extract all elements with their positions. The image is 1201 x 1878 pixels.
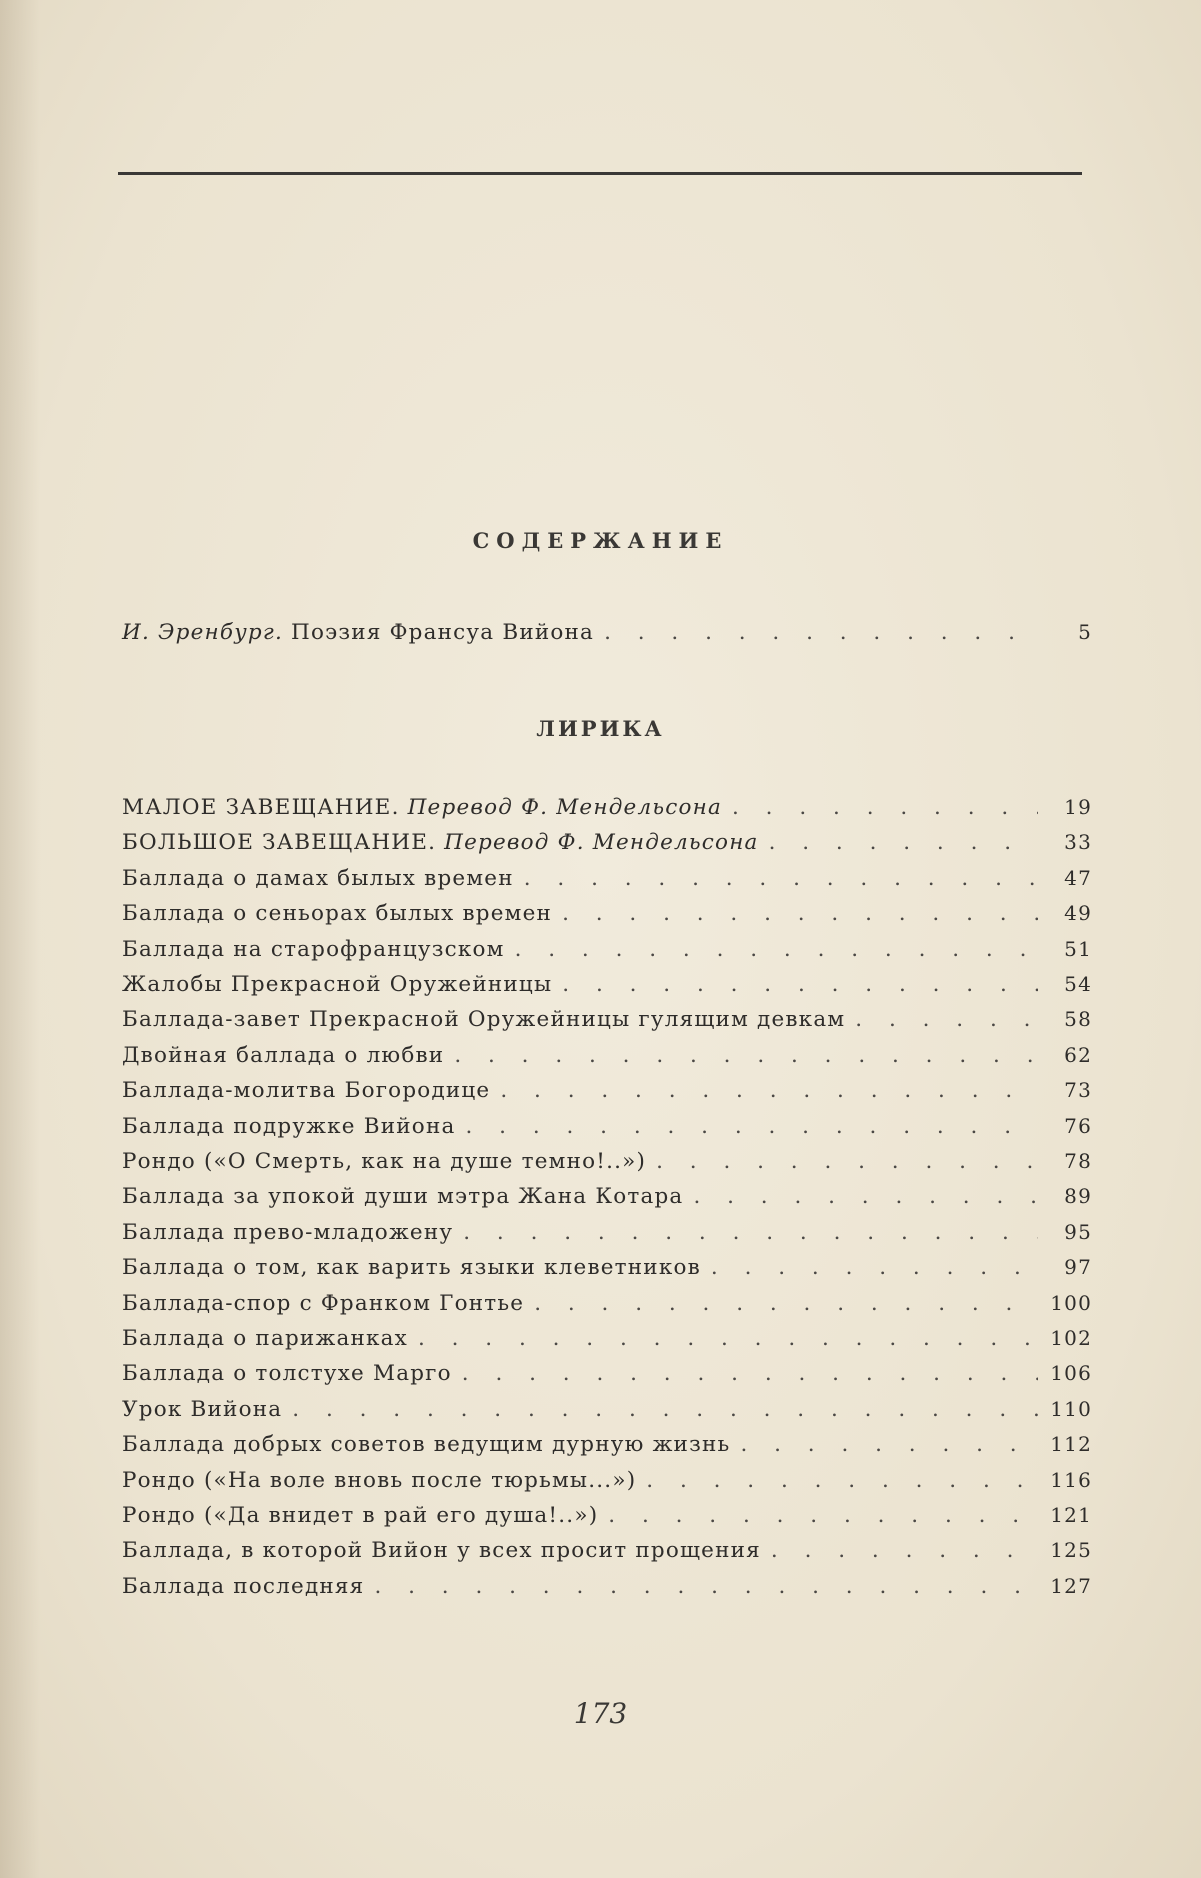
spine-shadow xyxy=(0,0,40,1878)
toc-entry-text xyxy=(122,901,552,926)
dot-leader xyxy=(500,1078,1038,1103)
toc-entry-text xyxy=(122,1326,408,1351)
section-heading-lyrics: ЛИРИКА xyxy=(536,716,665,741)
intro-author: И. Эренбург. xyxy=(122,620,283,645)
toc-entry-text xyxy=(122,1468,636,1493)
toc-entry-title: Баллада за упокой души мэтра Жана Котара xyxy=(122,1184,684,1210)
toc-row xyxy=(122,1220,1092,1250)
dot-leader xyxy=(711,1255,1038,1280)
toc-row xyxy=(122,1255,1092,1285)
toc-page-number: 125 xyxy=(1050,1538,1092,1563)
toc-entry-text xyxy=(122,1184,683,1209)
toc-entry-text xyxy=(122,1361,452,1386)
dot-leader xyxy=(855,1007,1038,1032)
dot-leader xyxy=(732,795,1038,820)
toc-row xyxy=(122,1114,1092,1144)
intro-page-number: 5 xyxy=(1078,620,1092,644)
toc-page-number: 89 xyxy=(1064,1184,1092,1209)
toc-entry-title: Жалобы Прекрасной Оружейницы xyxy=(122,972,553,997)
toc-entry-title: Баллада на старофранцузском xyxy=(122,936,505,962)
toc-entry-title: Баллада о дамах былых времен xyxy=(122,865,514,891)
dot-leader xyxy=(604,620,1038,645)
toc-row xyxy=(122,1468,1092,1498)
toc-row xyxy=(122,1184,1092,1214)
toc-entry-title: Баллада добрых советов ведущим дурную жизнь xyxy=(122,1432,731,1458)
toc-page-number: 62 xyxy=(1064,1042,1092,1067)
toc-row xyxy=(122,972,1092,1002)
toc-row xyxy=(122,1432,1092,1462)
toc-page-number: 110 xyxy=(1050,1396,1092,1421)
toc-page-number: 54 xyxy=(1064,972,1092,996)
toc-row xyxy=(122,1326,1092,1356)
toc-entry-text xyxy=(122,1149,646,1174)
toc-entry-title: Баллада, в которой Вийон у всех просит прощения xyxy=(122,1538,761,1564)
dot-leader xyxy=(466,1114,1039,1139)
toc-row xyxy=(122,1078,1092,1108)
dot-leader xyxy=(454,1043,1038,1068)
dot-leader xyxy=(656,1149,1038,1174)
dot-leader xyxy=(769,830,1038,855)
toc-row xyxy=(122,866,1092,896)
toc-entry-title: Баллада о том, как варить языки клеветников xyxy=(122,1255,701,1281)
toc-entry-translator: Перевод Ф. Мендельсона xyxy=(444,830,759,856)
toc-row xyxy=(122,1538,1092,1568)
toc-row xyxy=(122,901,1092,931)
toc-row-intro xyxy=(122,620,1092,650)
toc-entry-title: Урок Вийона xyxy=(122,1396,283,1422)
toc-row xyxy=(122,1291,1092,1321)
toc-page-number: 97 xyxy=(1064,1255,1092,1280)
toc-page-number: 76 xyxy=(1064,1113,1092,1138)
toc-entry-text xyxy=(122,972,552,997)
toc-page-number: 51 xyxy=(1064,936,1092,961)
toc-entry-title: Рондо («Да внидет в рай его душа!..») xyxy=(122,1503,599,1528)
toc-row xyxy=(122,937,1092,967)
toc-entry-translator: Перевод Ф. Мендельсона xyxy=(407,795,723,820)
toc-entry-text xyxy=(122,1291,524,1316)
toc-entry-text xyxy=(122,937,505,962)
toc-entry-text xyxy=(122,1220,453,1245)
toc-entry-title: БОЛЬШОЕ ЗАВЕЩАНИЕ. xyxy=(122,830,437,856)
toc-entry-text xyxy=(122,1043,444,1068)
toc-row xyxy=(122,1574,1092,1604)
top-rule xyxy=(118,172,1082,175)
toc-entry-title: Баллада о сеньорах былых времен xyxy=(122,901,553,927)
toc-page-number: 58 xyxy=(1064,1007,1092,1032)
toc-row xyxy=(122,1503,1092,1533)
toc-entry-title: Баллада о толстухе Марго xyxy=(122,1361,452,1387)
toc-page-number: 127 xyxy=(1050,1573,1092,1598)
toc-entry-text xyxy=(122,1432,730,1457)
dot-leader xyxy=(608,1503,1038,1528)
toc-entry-title: Баллада подружке Вийона xyxy=(122,1113,456,1139)
toc-entry-title: Рондо («На воле вновь после тюрьмы...») xyxy=(122,1467,637,1493)
toc-row xyxy=(122,1149,1092,1179)
toc-page-number: 73 xyxy=(1064,1078,1092,1103)
toc-row xyxy=(122,795,1092,825)
dot-leader xyxy=(524,866,1038,891)
toc-entry-text xyxy=(122,1503,598,1528)
toc-entry-text xyxy=(122,830,759,855)
page-folio: 173 xyxy=(573,1697,628,1730)
toc-page-number: 47 xyxy=(1064,865,1092,890)
toc-page-number: 121 xyxy=(1050,1503,1092,1527)
toc-page-number: 102 xyxy=(1050,1326,1092,1350)
dot-leader xyxy=(418,1326,1038,1351)
dot-leader xyxy=(463,1220,1038,1245)
toc-entry-text xyxy=(122,1007,845,1032)
dot-leader xyxy=(292,1397,1038,1422)
toc-entry-text xyxy=(122,1574,364,1599)
toc-entry-text xyxy=(122,1255,701,1280)
toc-entry-title: Баллада последняя xyxy=(122,1573,365,1599)
toc-page-number: 116 xyxy=(1050,1467,1092,1492)
toc-entry-text xyxy=(122,1538,761,1563)
intro-title: Поэзия Франсуа Вийона xyxy=(291,620,595,645)
toc-row xyxy=(122,1043,1092,1073)
toc-page-number: 112 xyxy=(1050,1432,1092,1457)
toc-page-number: 49 xyxy=(1064,901,1092,926)
toc-entry-text xyxy=(122,1078,490,1103)
dot-leader xyxy=(462,1361,1038,1386)
toc-row xyxy=(122,1361,1092,1391)
dot-leader xyxy=(740,1432,1038,1457)
toc-entry-text xyxy=(122,620,594,645)
toc-page-number: 95 xyxy=(1064,1219,1092,1244)
dot-leader xyxy=(534,1291,1038,1316)
dot-leader xyxy=(646,1468,1038,1493)
dot-leader xyxy=(562,901,1038,926)
dot-leader xyxy=(771,1538,1038,1563)
dot-leader xyxy=(562,972,1038,997)
toc-page-number: 78 xyxy=(1064,1149,1092,1173)
dot-leader xyxy=(374,1574,1038,1599)
toc-entry-text xyxy=(122,866,514,891)
toc-entry-title: МАЛОЕ ЗАВЕЩАНИЕ. xyxy=(122,795,400,820)
toc-page-number: 106 xyxy=(1050,1361,1092,1386)
dot-leader xyxy=(693,1184,1038,1209)
toc-page-number: 19 xyxy=(1064,795,1092,819)
toc-entry-title: Баллада-спор с Франком Гонтье xyxy=(122,1290,525,1316)
toc-entry-title: Баллада-завет Прекрасной Оружейницы гулящим девкам xyxy=(122,1007,846,1033)
toc-page-number: 100 xyxy=(1050,1290,1092,1315)
toc-row xyxy=(122,830,1092,860)
toc-row xyxy=(122,1397,1092,1427)
toc-entry-text xyxy=(122,795,722,820)
toc-row xyxy=(122,1007,1092,1037)
toc-entry-title: Рондо («О Смерть, как на душе темно!..») xyxy=(122,1149,647,1174)
toc-entry-title: Баллада о парижанках xyxy=(122,1326,408,1351)
toc-entry-text xyxy=(122,1114,456,1139)
dot-leader xyxy=(515,937,1038,962)
toc-entry-title: Двойная баллада о любви xyxy=(122,1042,445,1068)
toc-entry-title: Баллада-молитва Богородице xyxy=(122,1078,491,1104)
toc-entry-title: Баллада прево-младожену xyxy=(122,1219,454,1245)
toc-page-number: 33 xyxy=(1064,830,1092,855)
toc-entry-text xyxy=(122,1397,282,1422)
contents-heading: СОДЕРЖАНИЕ xyxy=(472,528,729,553)
